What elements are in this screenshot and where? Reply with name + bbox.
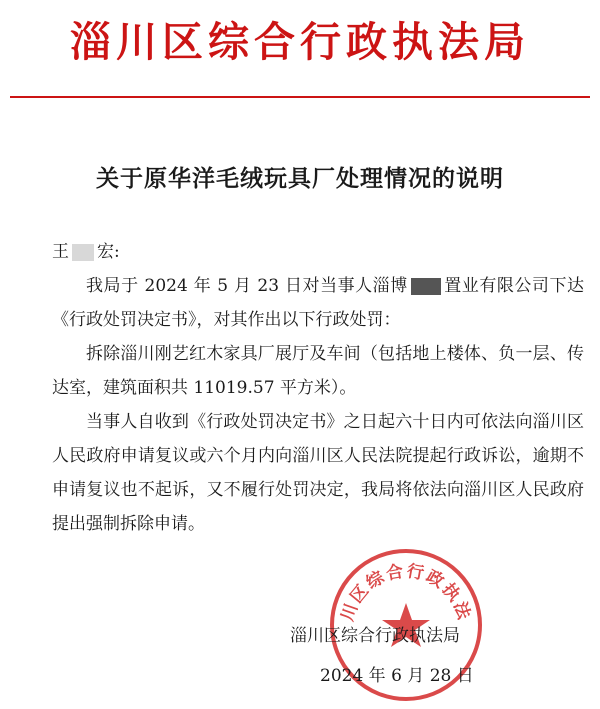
document-title: 关于原华洋毛绒玩具厂处理情况的说明 (96, 166, 504, 192)
paragraph-demolition: 拆除淄川刚艺红木家具厂展厅及车间（包括地上楼体、负一层、传达室，建筑面积共 11019.57 平方米）。 (52, 344, 584, 398)
letterhead-org-name: 淄川区综合行政执法局 (70, 18, 530, 66)
document-body (52, 235, 584, 541)
letterhead-divider (10, 96, 590, 98)
salutation-surname: 王 (52, 242, 69, 262)
seal-text: 川区综合行政执法 (337, 561, 475, 624)
paragraph-appeal-rights: 当事人自收到《行政处罚决定书》之日起六十日内可依法向淄川区人民政府申请复议或六个月内向淄川区人民法院提起行政诉讼，逾期不申请复议也不起诉，又不履行处罚决定，我局将依法向淄川区人民政府提出强制拆除申请。 (52, 412, 584, 534)
signature-date: 2024 年 6 月 28 日 (320, 666, 474, 686)
paragraph-penalty-notice (52, 269, 584, 337)
signature-org: 淄川区综合行政执法局 (290, 626, 460, 646)
salutation-given-name: 宏: (97, 242, 120, 262)
salutation (52, 235, 584, 269)
svg-text:淄川区综合行政执法局 (326, 545, 475, 624)
redaction-mark-company (411, 278, 441, 295)
paragraph-1-end: 置业有限公司下达《行政处罚决定书》，对其作出以下行政处罚： (52, 276, 584, 330)
redaction-mark (72, 244, 94, 261)
paragraph-1-start: 我局于 2024 年 5 月 23 日对当事人淄博 (86, 276, 408, 296)
signature-block (290, 616, 550, 696)
